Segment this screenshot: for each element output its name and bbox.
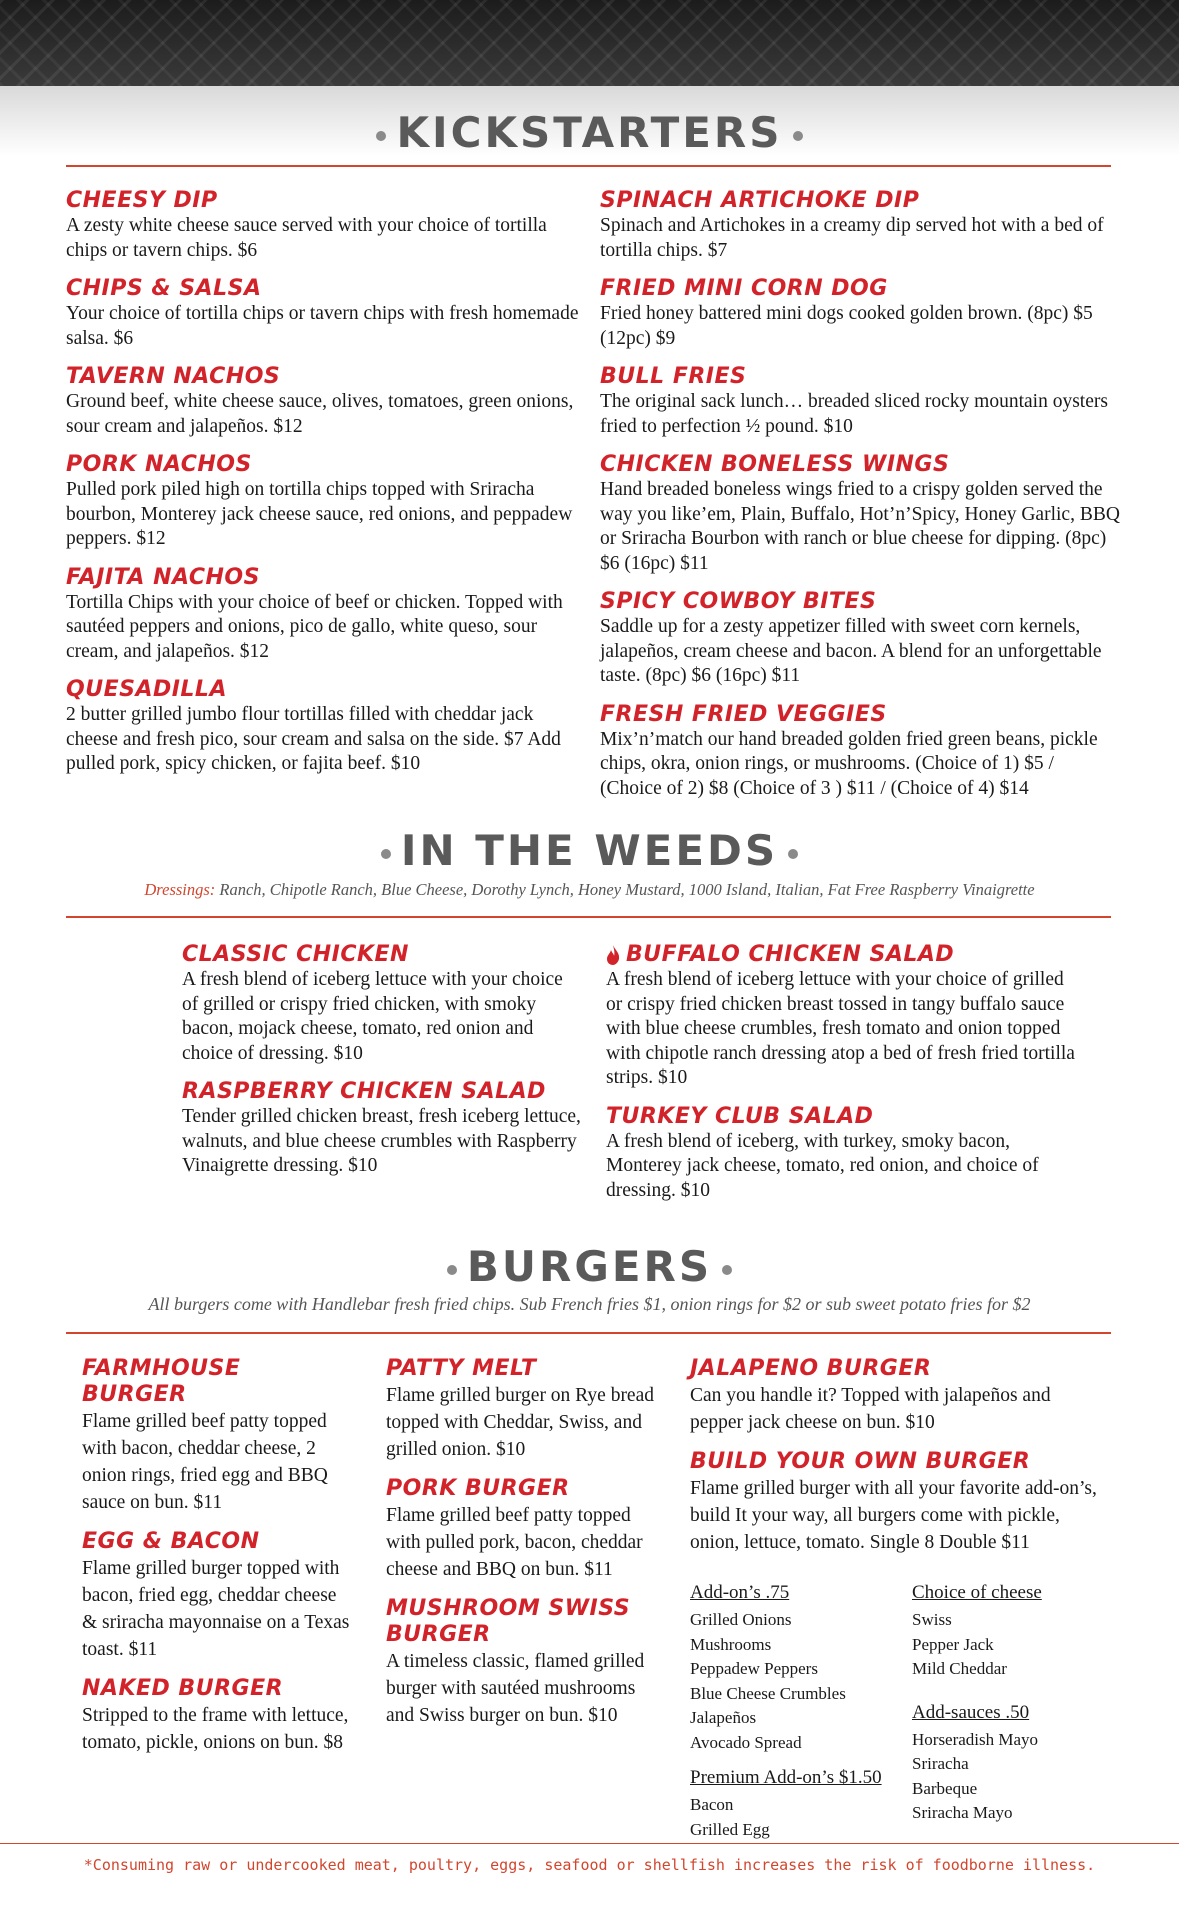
burgers-column-1 (82, 1356, 352, 1769)
menu-item-jalapeno-burger (690, 1356, 1100, 1436)
menu-item-fajita-nachos (66, 565, 586, 665)
menu-item-fried-mini-corn-dog (600, 276, 1120, 351)
dressings-note: Dressings: Ranch, Chipotle Ranch, Blue Cheese, Dorothy Lynch, Honey Mustard, 1000 Island, Italian, Fat Free Raspberry Vinaigrette (144, 880, 1035, 899)
list-item: Pepper Jack (912, 1634, 994, 1654)
addons-block (690, 1582, 890, 1755)
menu-item-description: Spinach and Artichokes in a creamy dip served hot with a bed of tortilla chips. $7 (600, 215, 1104, 261)
list-item: Peppadew Peppers (690, 1659, 818, 1678)
menu-item-name: FRESH FRIED VEGGIES (600, 701, 887, 727)
menu-item-description: Flame grilled burger with all your favorite add-on’s, build It your way, all burgers come with pickle, onion, lettuce, tomato. Single 8 Double $11 (690, 1478, 1097, 1553)
menu-item-chips-salsa (66, 276, 586, 351)
list-item: Mushrooms (690, 1634, 772, 1654)
addons-title: Add-on’s .75 (690, 1582, 790, 1603)
menu-item-description: Flame grilled burger on Rye bread topped with Cheddar, Swiss, and grilled onion. $10 (386, 1385, 654, 1460)
premium-addons-title: Premium Add-on’s $1.50 (690, 1767, 882, 1788)
disclaimer: *Consuming raw or undercooked meat, poultry, eggs, seafood or shellfish increases the risk of foodborne illness. (83, 1856, 1096, 1874)
list-item: Horseradish Mayo (912, 1729, 1039, 1749)
kickstarters-right-column (600, 188, 1120, 814)
menu-item-name: MUSHROOM SWISS BURGER (386, 1596, 631, 1647)
menu-item-bull-fries (600, 364, 1120, 439)
menu-item-name: BUFFALO CHICKEN SALAD (606, 942, 1076, 968)
menu-item-name: FAJITA NACHOS (66, 564, 260, 590)
list-item: Grilled Egg (690, 1819, 770, 1839)
menu-item-description: A timeless classic, flamed grilled burger with sautéed mushrooms and Swiss burger on bun. $10 (386, 1651, 645, 1726)
menu-item-description: Hand breaded boneless wings fried to a crispy golden served the way you like’em, Plain, Buffalo, Hot’n’Spicy, Honey Garlic, BBQ or Sriracha Bourbon with ranch or blue cheese for dipping. (8pc) $6 (16pc) $11 (600, 479, 1120, 574)
list-item: Swiss (912, 1610, 952, 1629)
menu-item-description: Ground beef, white cheese sauce, olives, tomatoes, green onions, sour cream and jalapeños. $12 (66, 391, 574, 437)
sauces-block (912, 1702, 1102, 1826)
footer-rule (0, 1843, 1179, 1844)
menu-item-pork-nachos (66, 452, 586, 552)
menu-item-name: QUESADILLA (66, 677, 227, 702)
premium-addons-block (690, 1767, 890, 1842)
sauces-title: Add-sauces .50 (912, 1701, 1030, 1723)
menu-item-name: SPICY COWBOY BITES (600, 589, 877, 614)
list-item: Blue Cheese Crumbles (690, 1683, 846, 1703)
menu-item-name: TAVERN NACHOS (66, 364, 281, 389)
cheese-list (912, 1608, 1102, 1682)
menu-item-name: FRIED MINI CORN DOG (600, 276, 888, 301)
menu-item-build-your-own-burger (690, 1449, 1100, 1556)
menu-item-description: Tortilla Chips with your choice of beef or chicken. Topped with sautéed peppers and onions, pico de gallo, white queso, sour cream, and jalapeños. $12 (66, 591, 563, 662)
list-item: Mild Cheddar (912, 1659, 1007, 1678)
bullet-dot (788, 849, 798, 859)
list-item: Bacon (690, 1795, 734, 1814)
menu-item-pork-burger (386, 1476, 656, 1583)
bullet-dot (447, 1265, 457, 1275)
addons-column (690, 1582, 890, 1854)
menu-item-classic-chicken (182, 942, 582, 1066)
menu-item-description: Can you handle it? Topped with jalapeños and pepper jack cheese on bun. $10 (690, 1385, 1051, 1433)
menu-item-naked-burger (82, 1676, 352, 1756)
menu-item-name: PORK NACHOS (66, 452, 252, 477)
menu-item-description: A fresh blend of iceberg lettuce with your choice of grilled or crispy fried chicken, with smoky bacon, mojack cheese, tomato, red onion and choice of dressing. $10 (182, 969, 563, 1064)
addons-list (690, 1608, 890, 1755)
list-item: Avocado Spread (690, 1732, 802, 1752)
list-item: Jalapeños (690, 1708, 757, 1727)
menu-item-name: NAKED BURGER (82, 1676, 284, 1701)
menu-item-name: CHIPS & SALSA (66, 276, 262, 301)
menu-item-description: A fresh blend of iceberg lettuce with your choice of grilled or crispy fried chicken breast tossed in tangy buffalo sauce with blue cheese crumbles, fresh tomato and onion topped with chipotle ranch dressing atop a bed of fresh fried tortilla strips. $10 (606, 969, 1075, 1088)
kickstarters-left-column (66, 188, 586, 790)
sauces-list (912, 1728, 1102, 1826)
menu-item-name: CLASSIC CHICKEN (182, 942, 409, 967)
menu-item-name: CHICKEN BONELESS WINGS (600, 452, 950, 477)
list-item: Barbeque (912, 1778, 978, 1798)
menu-item-description: A fresh blend of iceberg, with turkey, smoky bacon, Monterey jack cheese, tomato, red onion, and choice of dressing. $10 (606, 1130, 1039, 1201)
menu-item-name: JALAPENO BURGER (690, 1356, 932, 1381)
burgers-column-2 (386, 1356, 656, 1742)
weeds-title: IN THE WEEDS (0, 826, 1179, 875)
kickstarters-title: KICKSTARTERS (0, 108, 1179, 157)
menu-item-name: CHEESY DIP (66, 188, 218, 213)
burgers-rule (66, 1332, 1111, 1334)
menu-item-name: RASPBERRY CHICKEN SALAD (182, 1079, 546, 1104)
cheese-title: Choice of cheese (912, 1582, 1042, 1603)
menu-item-name: FARMHOUSE BURGER (82, 1356, 241, 1407)
header-texture-bar (0, 0, 1179, 86)
menu-item-description: Stripped to the frame with lettuce, tomato, pickle, onions on bun. $8 (82, 1705, 349, 1753)
bullet-dot (376, 131, 386, 141)
cheese-sauces-column (912, 1582, 1102, 1838)
menu-item-name: BUILD YOUR OWN BURGER (690, 1449, 1031, 1474)
menu-item-name: BULL FRIES (600, 364, 747, 389)
premium-addons-list (690, 1793, 890, 1842)
menu-item-description: Mix’n’match our hand breaded golden fried green beans, pickle chips, okra, onion rings, or mushrooms. (Choice of 1) $5 / (Choice of 2) $8 (Choice of 3 ) $11 / (Choice of 4) $14 (600, 728, 1098, 799)
weeds-right-column (606, 942, 1076, 1216)
menu-item-name: PATTY MELT (386, 1356, 537, 1381)
menu-item-egg-bacon (82, 1529, 352, 1663)
menu-item-raspberry-chicken-salad (182, 1079, 582, 1179)
weeds-left-column (182, 942, 582, 1192)
menu-item-name: EGG & BACON (82, 1529, 260, 1554)
bullet-dot (381, 849, 391, 859)
menu-item-quesadilla (66, 677, 586, 777)
menu-item-chicken-boneless-wings (600, 452, 1120, 576)
menu-item-name: SPINACH ARTICHOKE DIP (600, 188, 920, 213)
menu-item-patty-melt (386, 1356, 656, 1463)
menu-item-description: Your choice of tortilla chips or tavern chips with fresh homemade salsa. $6 (66, 303, 579, 349)
menu-item-farmhouse-burger (82, 1356, 352, 1516)
menu-item-description: Pulled pork piled high on tortilla chips topped with Sriracha bourbon, Monterey jack cheese sauce, red onions, and peppadew peppers. $12 (66, 479, 573, 549)
menu-item-fresh-fried-veggies (600, 702, 1120, 802)
burgers-column-3 (690, 1356, 1100, 1569)
menu-item-description: A zesty white cheese sauce served with your choice of tortilla chips or tavern chips. $6 (66, 215, 547, 261)
menu-item-name: PORK BURGER (386, 1476, 570, 1501)
menu-item-description: 2 butter grilled jumbo flour tortillas filled with cheddar jack cheese and fresh pico, sour cream and salsa on the side. $7 Add pulled pork, spicy chicken, or fajita beef. $10 (66, 704, 561, 774)
menu-item-description: Flame grilled beef patty topped with bacon, cheddar cheese, 2 onion rings, fried egg and BBQ sauce on bun. $11 (82, 1411, 328, 1513)
menu-item-spicy-cowboy-bites (600, 589, 1120, 689)
menu-item-turkey-club-salad (606, 1104, 1076, 1204)
menu-item-name: TURKEY CLUB SALAD (606, 1103, 874, 1129)
list-item: Grilled Onions (690, 1610, 792, 1629)
bullet-dot (793, 131, 803, 141)
menu-item-description: Flame grilled beef patty topped with pulled pork, bacon, cheddar cheese and BBQ on bun. $11 (386, 1505, 643, 1580)
kickstarters-rule (66, 165, 1111, 167)
menu-item-cheesy-dip (66, 188, 586, 263)
fire-icon (606, 945, 620, 965)
burgers-note: All burgers come with Handlebar fresh fried chips. Sub French fries $1, onion rings for $2 or sub sweet potato fries for $2 (148, 1294, 1031, 1314)
list-item: Sriracha (912, 1754, 969, 1773)
menu-item-description: Saddle up for a zesty appetizer filled with sweet corn kernels, jalapeños, cream cheese and bacon. A blend for an unforgettable taste. (8pc) $6 (16pc) $11 (600, 616, 1102, 686)
cheese-block (912, 1582, 1102, 1682)
menu-item-spinach-artichoke-dip (600, 188, 1120, 263)
menu-item-description: Tender grilled chicken breast, fresh iceberg lettuce, walnuts, and blue cheese crumbles with Raspberry Vinaigrette dressing. $10 (182, 1106, 581, 1176)
menu-item-tavern-nachos (66, 364, 586, 439)
list-item: Sriracha Mayo (912, 1803, 1013, 1822)
menu-item-description: Fried honey battered mini dogs cooked golden brown. (8pc) $5 (12pc) $9 (600, 303, 1093, 349)
weeds-rule (66, 916, 1111, 918)
bullet-dot (722, 1265, 732, 1275)
menu-item-description: Flame grilled burger topped with bacon, fried egg, cheddar cheese & sriracha mayonnaise on a Texas toast. $11 (82, 1558, 350, 1660)
menu-item-mushroom-swiss-burger (386, 1596, 656, 1729)
menu-item-description: The original sack lunch… breaded sliced rocky mountain oysters fried to perfection ½ pound. $10 (600, 391, 1108, 437)
burgers-title: BURGERS (0, 1242, 1179, 1291)
menu-item-buffalo-chicken-salad (606, 942, 1076, 1091)
